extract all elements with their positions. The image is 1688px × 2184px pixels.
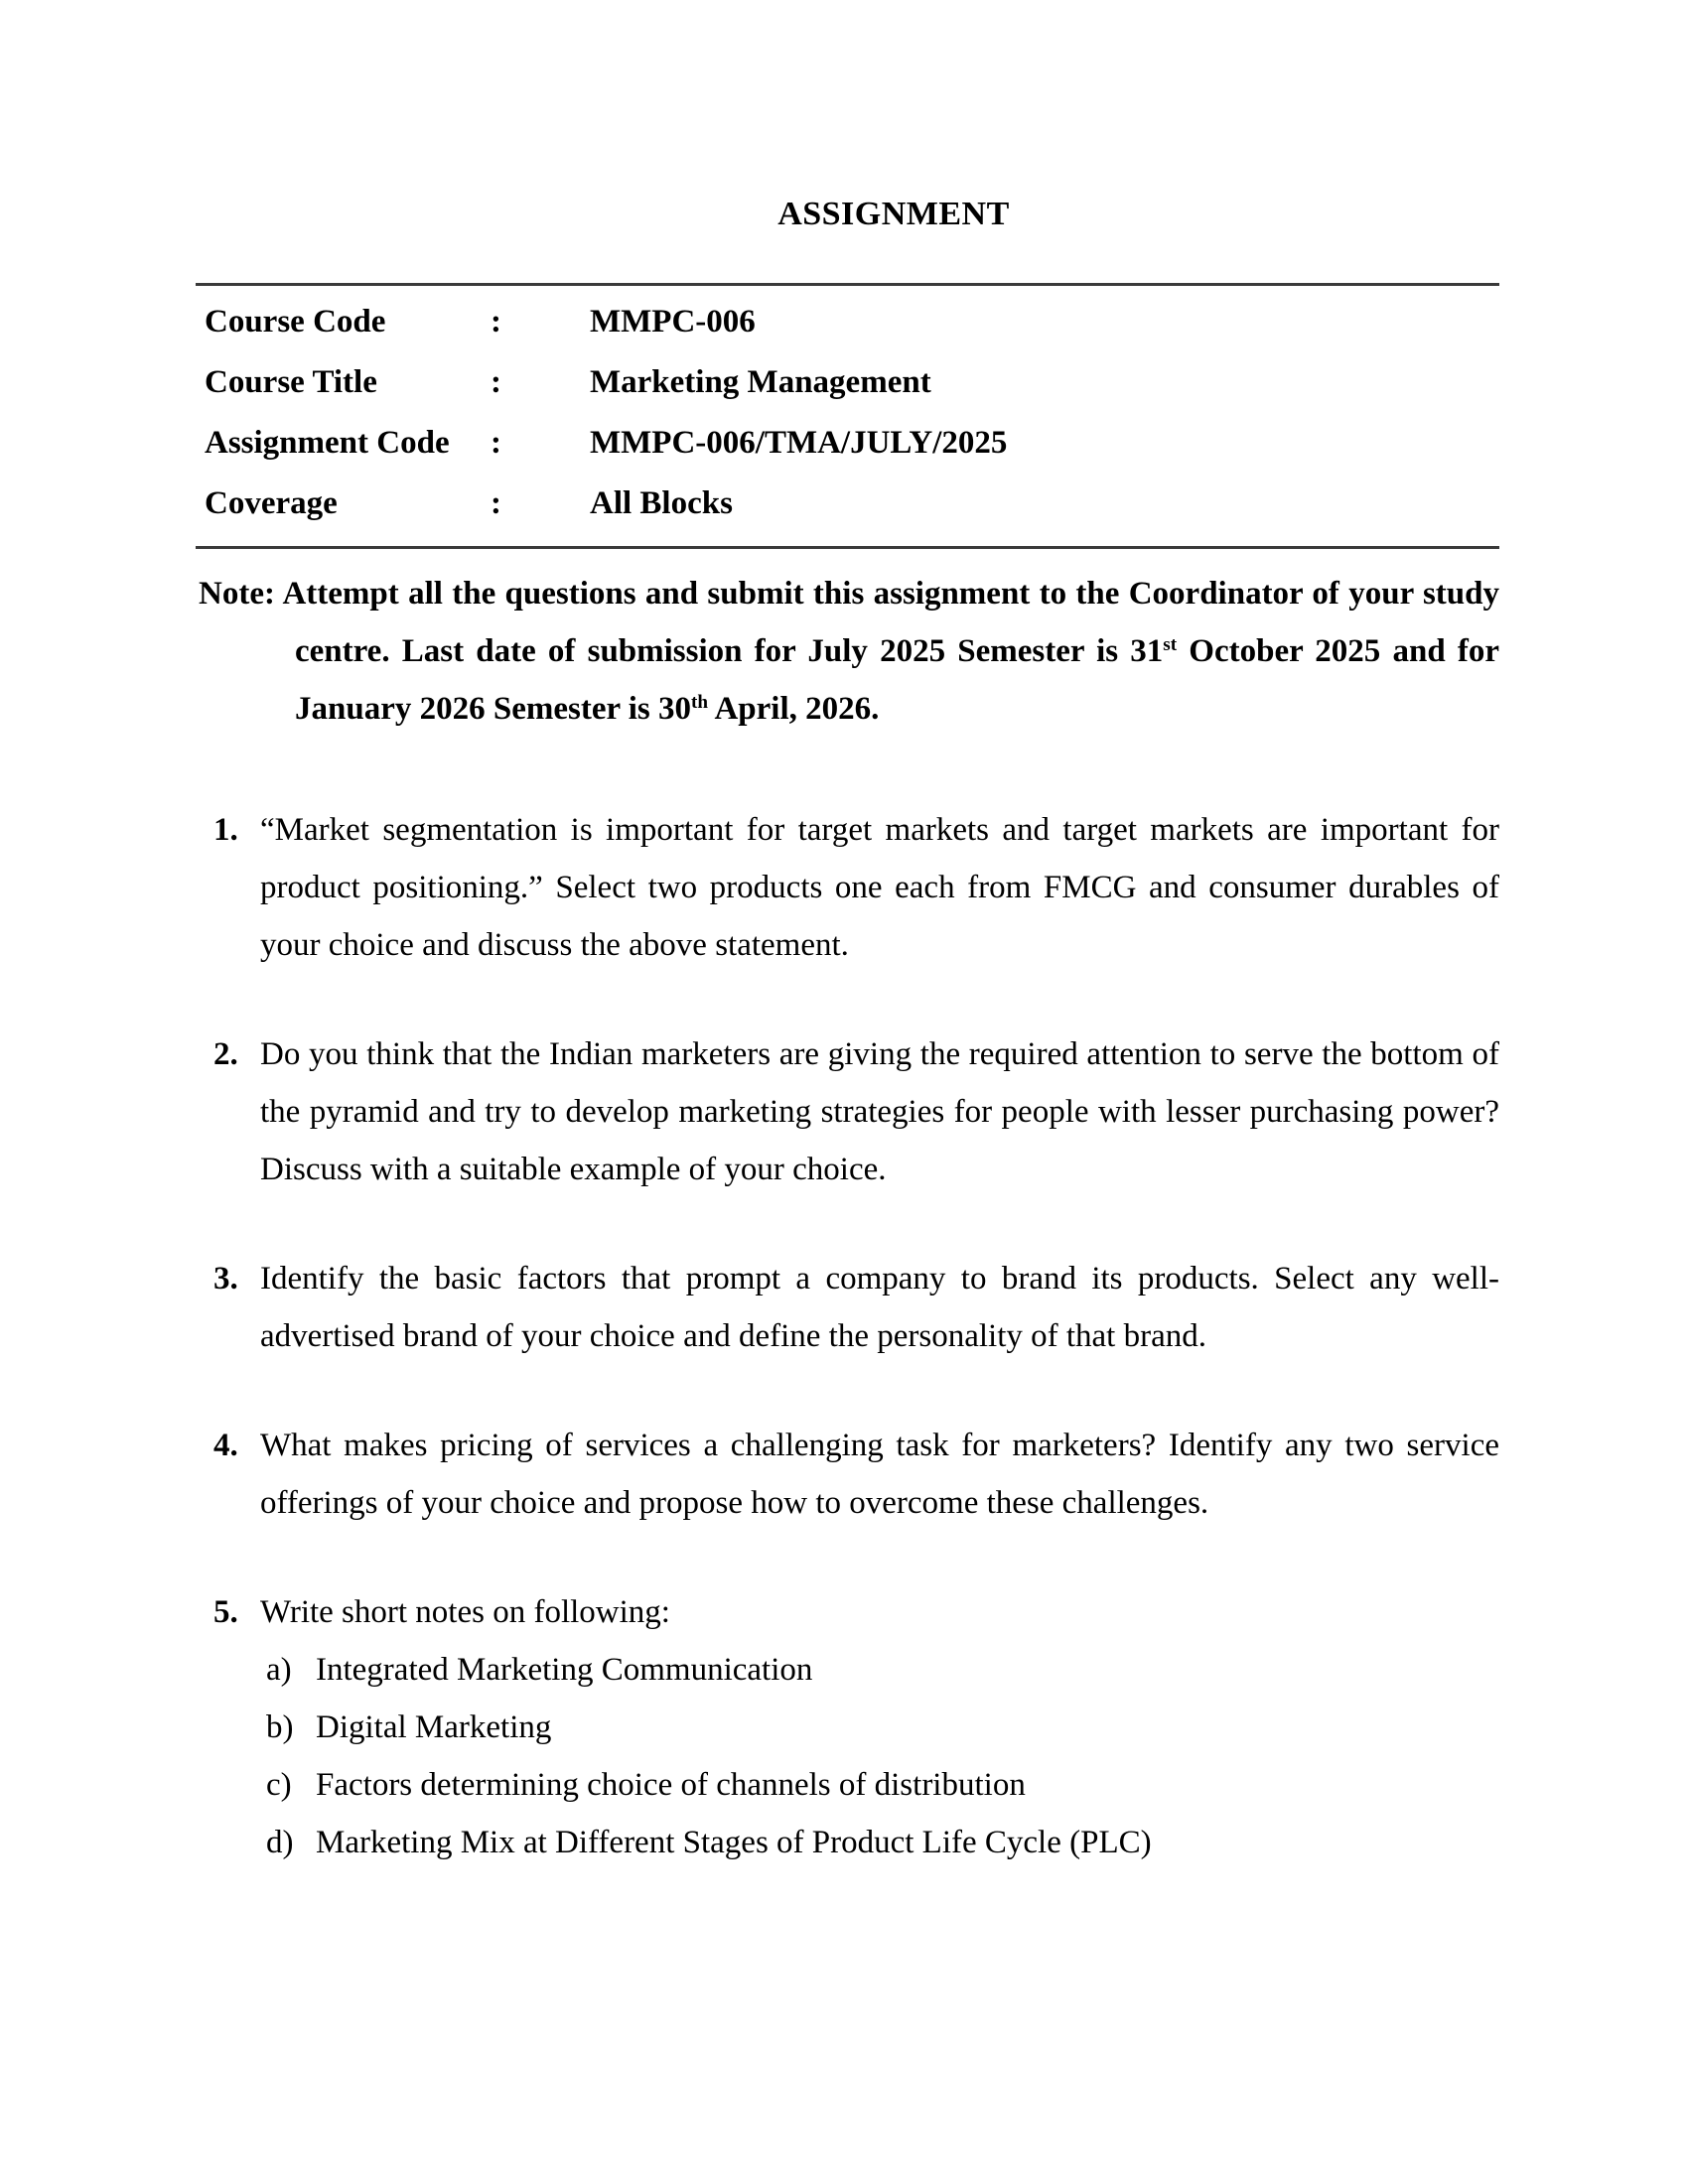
question-item [199,1583,1499,1871]
question-lead-text: Write short notes on following: [260,1594,670,1630]
document-content [199,0,1499,1923]
question-number: 3. [213,1261,238,1297]
question-text: What makes pricing of services a challenging task for marketers? Identify any two service offerings of your choice and propose how to overcome these challenges. [260,1428,1499,1521]
row-label: Assignment Code [205,425,450,461]
row-value: MMPC-006/TMA/JULY/2025 [590,425,1008,461]
superscript: st [1163,634,1178,656]
row-label: Course Code [205,304,386,340]
subitem-label: b) [266,1709,294,1745]
question-number: 5. [213,1594,238,1630]
question-number: 2. [213,1036,238,1072]
question-list [199,801,1499,1871]
subitem-label: d) [266,1825,294,1860]
question-item [199,1025,1499,1198]
subitem-label: c) [266,1767,292,1803]
note-text: April, 2026. [708,691,880,727]
note-paragraph [199,565,1499,738]
question-item [199,801,1499,974]
question-text: “Market segmentation is important for target markets and target markets are important for product positioning.” Select two products one each from FMCG and consumer durables of your choice and discuss the above statement. [260,812,1499,963]
table-row [196,292,1499,352]
page-title: ASSIGNMENT [777,196,1010,232]
subitem-list [260,1641,1499,1871]
subitem [266,1756,1499,1814]
question-item [199,1417,1499,1532]
row-value: Marketing Management [590,364,931,400]
question-text [260,1583,1499,1871]
note-label: Note: [199,576,275,612]
subitem-text: Factors determining choice of channels of distribution [316,1767,1026,1803]
row-label: Course Title [205,364,377,400]
table-row [196,474,1499,534]
row-separator: : [491,425,501,461]
question-number: 4. [213,1428,238,1463]
row-separator: : [491,304,501,340]
subitem-label: a) [266,1652,292,1688]
subitem-text: Integrated Marketing Communication [316,1652,813,1688]
superscript: th [691,692,709,714]
row-separator: : [491,485,501,521]
question-text: Identify the basic factors that prompt a company to brand its products. Select any well-advertised brand of your choice and define the personality of that brand. [260,1261,1499,1354]
table-row [196,413,1499,474]
note-text: October 2025 and for January 2026 Semester is 30 [295,633,1499,727]
subitem-text: Digital Marketing [316,1709,552,1745]
subitem [266,1699,1499,1756]
question-text: Do you think that the Indian marketers are giving the required attention to serve the bottom of the pyramid and try to develop marketing strategies for people with lesser purchasing power? Discuss with a suitable example of your choice. [260,1036,1499,1187]
question-item [199,1250,1499,1365]
question-number: 1. [213,812,238,848]
subitem-text: Marketing Mix at Different Stages of Product Life Cycle (PLC) [316,1825,1152,1860]
row-separator: : [491,364,501,400]
subitem [266,1814,1499,1871]
row-value: All Blocks [590,485,733,521]
row-label: Coverage [205,485,338,521]
note-text: Attempt all the questions and submit this assignment to the Coordinator of your study centre. Last date of submission for July 2025 Semester is 31 [282,576,1499,669]
table-row [196,352,1499,413]
course-info-table [196,283,1499,549]
row-value: MMPC-006 [590,304,756,340]
subitem [266,1641,1499,1699]
